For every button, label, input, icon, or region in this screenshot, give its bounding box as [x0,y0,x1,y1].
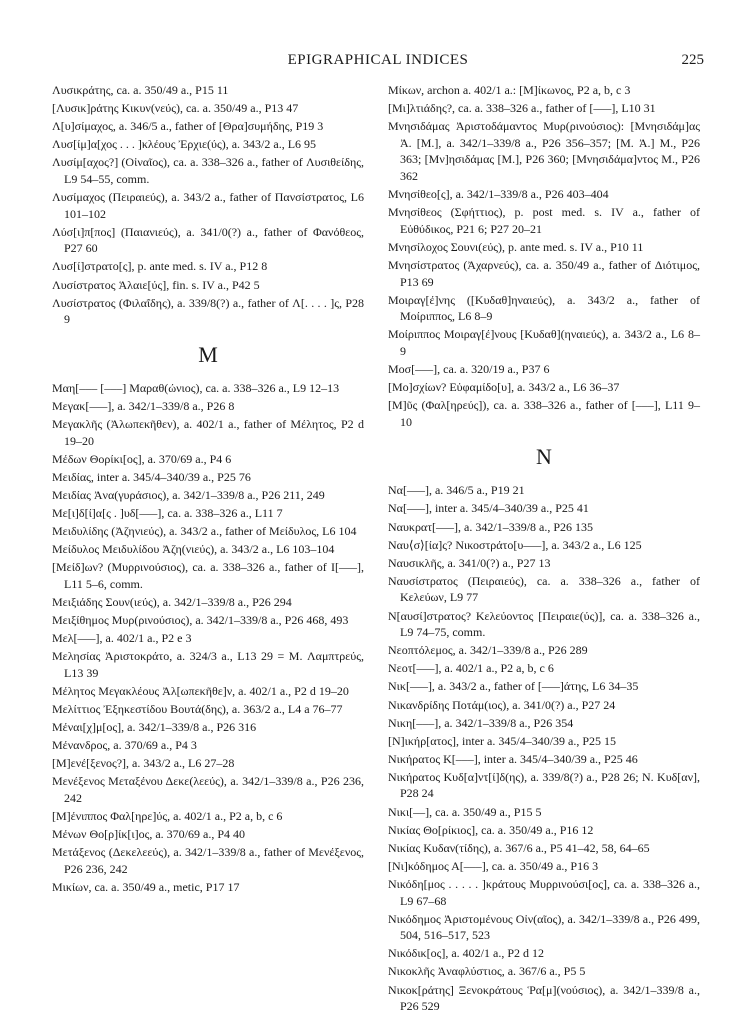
index-entry: Νικίας Κυδαν(τίδης), a. 367/6 a., P5 41–42, 58, 64–65 [388,840,650,855]
index-entry: Μέλητος Μεγακλέους Ἀλ[ωπεκῆθε]ν, a. 402/1 a., P2 d 19–20 [52,683,349,698]
index-entry: [Μείδ]ων? (Μυρρινούσιος), ca. a. 338–326 a., father of Ι[–––], L11 5–6, comm. [52,560,364,591]
index-entry: Μείδυλος Μειδυλίδου Ἀζη(νιεύς), a. 343/2 a., L6 103–104 [52,542,335,557]
index-entry: Νεοπτόλεμος, a. 342/1–339/8 a., P26 289 [388,643,588,658]
index-entry: Μειδυλίδης (Ἀζηνιεύς), a. 343/2 a., father of Μείδυλος, L6 104 [52,524,357,539]
index-entry: Μνησίθεος (Σφήττιος), p. post med. s. IV a., father of Εὐθύδικος, P21 6; P27 20–21 [388,205,700,236]
index-entry: Λ[υ]σίμαχος, a. 346/5 a., father of [Θρα]συμήδης, P19 3 [52,119,324,134]
index-entry: Λυσίστρατος Ἁλαιε[ύς], fin. s. IV a., P42 5 [52,277,260,292]
entry-list-bottom [52,380,364,896]
index-entry: Λυσ[ί]στρατο[ς], p. ante med. s. IV a., P12 8 [52,259,268,274]
index-entry: [Ν]ικήρ[ατος], inter a. 345/4–340/39 a., P25 15 [388,733,617,748]
index-entry: Μαη[––– [–––] Μαραθ(ώνιος), ca. a. 338–326 a., L9 12–13 [52,380,340,395]
index-entry: Μοιραγ[έ]νης ([Κυδαθ]ηναιεύς), a. 343/2 a., father of Μοίριππος, L6 8–9 [388,292,700,324]
index-entry: Λύσ[ι]π[πος] (Παιανιεύς), a. 341/0(?) a., father of Φανόθεος, P27 60 [52,224,364,256]
index-entry: [Λυσικ]ράτης Κικυν(νεύς), ca. a. 350/49 a., P13 47 [52,101,299,116]
index-entry: Νεοτ[–––], a. 402/1 a., P2 a, b, c 6 [388,661,554,676]
index-entry: Νικήρατος Κυδ[α]ντ[ί]δ(ης), a. 339/8(?) a., P28 26; Ν. Κυδ[αν], P28 24 [388,769,700,801]
index-entry: Νικόδικ[ος], a. 402/1 a., P2 d 12 [388,946,545,961]
entry-list-top [388,82,700,430]
index-entry: Μοίριππος Μοιραγ[έ]νους [Κυδαθ](ηναιεύς), a. 343/2 a., L6 8–9 [388,327,700,358]
index-entry: Ναυ⟨σ⟩[ία]ς? Νικοστράτο[υ–––], a. 343/2 a., L6 125 [388,537,642,552]
index-entry: [Μ]ένιππος Φαλ[ηρε]ύς, a. 402/1 a., P2 a, b, c 6 [52,809,283,824]
index-entry: Ναυσικλῆς, a. 341/0(?) a., P27 13 [388,555,551,570]
index-entry: Να[–––], a. 346/5 a., P19 21 [388,483,525,498]
index-entry: Μνησίστρατος (Ἀχαρνεύς), ca. a. 350/49 a., father of Διότιμος, P13 69 [388,257,700,289]
index-entry: [Μ]ῦς (Φαλ[ηρεύς]), ca. a. 338–326 a., father of [–––], L11 9–10 [388,398,700,429]
index-entry: Λυσικράτης, ca. a. 350/49 a., P15 11 [52,83,229,97]
index-entry: Μνησίλοχος Σουνι(εύς), p. ante med. s. IV a., P10 11 [388,239,644,254]
running-title: EPIGRAPHICAL INDICES [287,52,469,68]
index-entry: Μελησίας Ἀριστοκράτο, a. 324/3 a., L13 29 = M. Λαμπτρεύς, L13 39 [52,649,364,680]
index-entry: Μενέξενος Μεταξένου Δεκε(λεεύς), a. 342/1–339/8 a., P26 236, 242 [52,774,364,805]
section-letter-n: N [536,444,552,470]
index-entry: Μετάξενος (Δεκελεεύς), a. 342/1–339/8 a., father of Μενέξενος, P26 236, 242 [52,845,364,876]
index-entry: Λυσ[ίμ]α[χος . . . ]κλέους Ἐρχιε(ύς), a. 343/2 a., L6 95 [52,137,317,152]
index-entry: Νικι[––], ca. a. 350/49 a., P15 5 [388,804,542,819]
index-entry: [Μι]λτιάδης?, ca. a. 338–326 a., father of [–––], L10 31 [388,101,656,116]
index-entry: [Μ]ενέ[ξενος?], a. 343/2 a., L6 27–28 [52,756,235,771]
page-header [52,52,704,74]
index-entry: Μοσ[–––], ca. a. 320/19 a., P37 6 [388,362,550,376]
index-entry: Μεγακλῆς (Ἀλωπεκῆθεν), a. 402/1 a., father of Μέλητος, P2 d 19–20 [52,417,364,448]
index-entry: Νικόδη[μος . . . . . ]κράτους Μυρρινούσι[ος], ca. a. 338–326 a., L9 67–68 [388,876,700,908]
index-entry: Ναυκρατ[–––], a. 342/1–339/8 a., P26 135 [388,519,594,534]
index-entry: Ν[αυσί]στρατος? Κελεύοντος [Πειραιε(ύς)], ca. a. 338–326 a., L9 74–75, comm. [388,608,700,640]
index-entry: Να[–––], inter a. 345/4–340/39 a., P25 41 [388,501,589,516]
index-entry: Μέδων Θορίκι[ος], a. 370/69 a., P4 6 [52,451,232,466]
index-entry: Νικη[–––], a. 342/1–339/8 a., P26 354 [388,715,574,730]
index-entry: Μνησιδάμας Ἀριστοδάμαντος Μυρ(ρινούσιος): [Μνησιδάμ]ας Ἀ. [Μ.], a. 342/1–339/8 a., P26 356–357; [Μ. Ἀ.] Μ., P26 363; [Μν]ησιδάμας [Μ.], P26 360; [Μνησιδάμα]ντος Μ., P26 362 [388,119,700,183]
index-entry: Μένανδρος, a. 370/69 a., P4 3 [52,738,197,753]
index-entry: Λυσίμ[αχος?] (Οἰναῖος), ca. a. 338–326 a., father of Λυσιθείδης, L9 54–55, comm. [52,155,364,186]
entry-list-top [52,82,364,328]
page-number: 225 [681,52,704,68]
index-entry: Μελ[–––], a. 402/1 a., P2 e 3 [52,631,192,646]
index-entry: Νικόδημος Ἀριστομένους Οἰν(αῖος), a. 342/1–339/8 a., P26 499, 504, 516–517, 523 [388,911,700,943]
index-entry: Μειδίας, inter a. 345/4–340/39 a., P25 76 [52,469,251,484]
index-entry: Μειξιάδης Σουν(ιεύς), a. 342/1–339/8 a., P26 294 [52,594,292,609]
index-entry: Μειδίας Ἀνα(γυράσιος), a. 342/1–339/8 a., P26 211, 249 [52,487,325,502]
right-column [388,82,700,1016]
index-entry: Νικ[–––], a. 343/2 a., father of [–––]άτης, L6 34–35 [388,679,639,694]
index-entry: Μελίττιος Ἐξηκεστίδου Βουτά(δης), a. 363/2 a., L4 a 76–77 [52,702,343,716]
index-entry: Νικοκ[ράτης] Ξενοκράτους Ῥα[μ](νούσιος), a. 342/1–339/8 a., P26 529 [388,982,700,1014]
index-entry: Λυσίστρατος (Φιλαΐδης), a. 339/8(?) a., father of Λ[. . . . ]ς, P28 9 [52,295,364,327]
index-entry: Λυσίμαχος (Πειραιεύς), a. 343/2 a., father of Πανσίστρατος, L6 101–102 [52,190,364,221]
left-column [52,82,364,897]
index-entry: Νικίας Θο[ρίκιος], ca. a. 350/49 a., P16 12 [388,822,594,837]
index-entry: Μεγακ[–––], a. 342/1–339/8 a., P26 8 [52,398,235,413]
index-entry: [Μο]σχίων? Εὐφαμίδο[υ], a. 343/2 a., L6 36–37 [388,380,620,395]
index-entry: Μνησίθεο[ς], a. 342/1–339/8 a., P26 403–404 [388,187,609,202]
index-entry: Με[ι]δ[ί]α[ς . ]υδ[–––], ca. a. 338–326 a., L11 7 [52,505,283,520]
section-letter-m: M [198,341,218,367]
index-entry: Νικήρατος Κ[–––], inter a. 345/4–340/39 a., P25 46 [388,751,638,766]
index-entry: Μικίων, ca. a. 350/49 a., metic, P17 17 [52,879,240,894]
index-entry: Νικοκλῆς Ἀναφλύστιος, a. 367/6 a., P5 5 [388,964,586,979]
index-entry: Μέναι[χ]μ[ος], a. 342/1–339/8 a., P26 316 [52,720,257,735]
index-entry: Μειξίθημος Μυρ(ρινούσιος), a. 342/1–339/8 a., P26 468, 493 [52,613,349,628]
index-entry: Ναυσίστρατος (Πειραιεύς), ca. a. 338–326 a., father of Κελεύων, L9 77 [388,573,700,605]
index-entry: [Νι]κόδημος Α[–––], ca. a. 350/49 a., P16 3 [388,858,599,873]
index-entry: Μένων Θο[ρ]ίκ[ι]ος, a. 370/69 a., P4 40 [52,827,246,842]
entry-list-bottom [388,482,700,1014]
index-entry: Νικανδρίδης Ποτάμ(ιος), a. 341/0(?) a., P27 24 [388,697,616,712]
index-entry: Μίκων, archon a. 402/1 a.: [Μ]ίκωνος, P2 a, b, c 3 [388,83,631,97]
